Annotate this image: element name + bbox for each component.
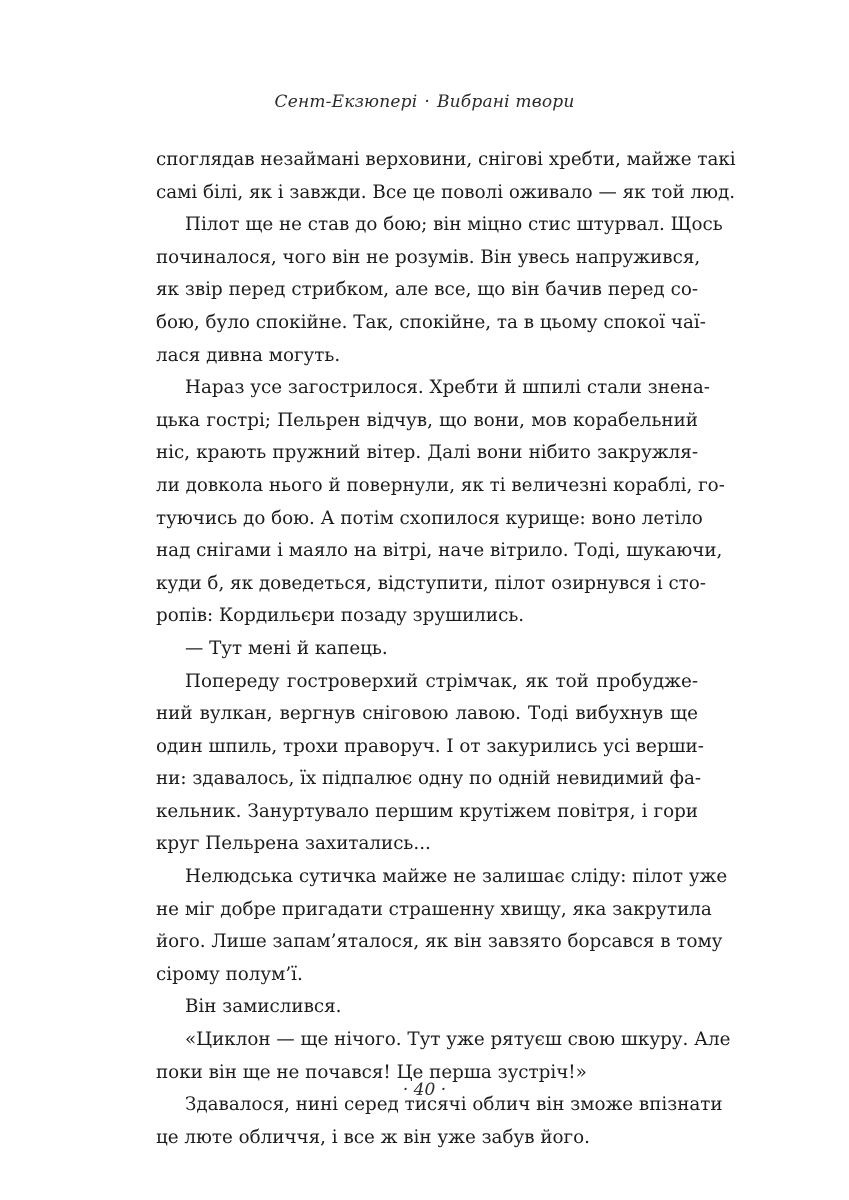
text-line: самі білі, як і завжди. Все це поволі оживало — як той люд. — [156, 181, 736, 203]
text-line: туючись до бою. А потім схопилося курище: воно летіло — [156, 507, 703, 529]
text-line: починалося, чого він не розумів. Він увесь напружився, — [156, 246, 701, 268]
header-author: Сент-Екзюпері — [274, 92, 418, 112]
text-line: Здавалося, нині серед тисячі облич він зможе впізнати — [185, 1094, 723, 1116]
text-line: Попереду гостроверхий стрімчак, як той пробудже- — [185, 670, 698, 692]
text-line: ни: здавалось, їх підпалює одну по одній невидимий фа- — [156, 768, 702, 790]
text-line: його. Лише запам’яталося, як він завзято борсався в тому — [156, 931, 723, 953]
text-line: Він замислився. — [185, 996, 342, 1018]
text-line: Нараз усе загострилося. Хребти й шпилі стали знена- — [185, 377, 710, 399]
text-line: «Циклон — ще нічого. Тут уже рятуєш свою шкуру. Але — [185, 1029, 731, 1051]
header-book-title: Вибрані твори — [436, 92, 575, 112]
text-line: це люте обличчя, і все ж він уже забув його. — [156, 1126, 590, 1148]
text-line: над снігами і маяло на вітрі, наче вітрило. Тоді, шукаючи, — [156, 540, 723, 562]
body-text — [156, 144, 736, 1154]
text-line: Пілот ще не став до бою; він міцно стис штурвал. Щось — [185, 214, 723, 236]
text-line: — Тут мені й капець. — [185, 637, 388, 659]
text-line: куди б, як доведеться, відступити, пілот озирнувся і сто- — [156, 572, 706, 594]
text-line: круг Пельрена захитались... — [156, 833, 431, 855]
text-line: Нелюдська сутичка майже не залишає сліду: пілот уже — [185, 866, 728, 888]
text-line: ропів: Кордильєри позаду зрушились. — [156, 605, 525, 627]
text-line: один шпиль, трохи праворуч. І от закурились усі верши- — [156, 735, 704, 757]
text-line: ли довкола нього й повернули, як ті величезні кораблі, го- — [156, 474, 725, 496]
text-line: цька гострі; Пельрен відчув, що вони, мов корабельний — [156, 409, 698, 431]
running-head — [0, 92, 849, 112]
text-line: як звір перед стрибком, але все, що він бачив перед со- — [156, 279, 698, 301]
text-line: бою, було спокійне. Так, спокійне, та в цьому спокої чаї- — [156, 311, 706, 333]
page-number: · 40 · — [402, 1080, 447, 1100]
text-line: ний вулкан, вергнув сніговою лавою. Тоді вибухнув ще — [156, 703, 698, 725]
header-separator: · — [424, 92, 430, 112]
text-line: ніс, крають пружний вітер. Далі вони нібито закружля- — [156, 442, 698, 464]
text-line: кельник. Зануртувало першим крутіжем повітря, і гори — [156, 800, 698, 822]
text-line: не міг добре пригадати страшенну хвищу, яка закрутила — [156, 898, 712, 920]
text-line: поки він ще не почався! Це перша зустріч!» — [156, 1061, 587, 1083]
text-line: лася дивна могуть. — [156, 344, 341, 366]
text-line: сірому полум’ї. — [156, 963, 303, 985]
text-line: споглядав незаймані верховини, снігові хребти, майже такі — [156, 149, 736, 170]
